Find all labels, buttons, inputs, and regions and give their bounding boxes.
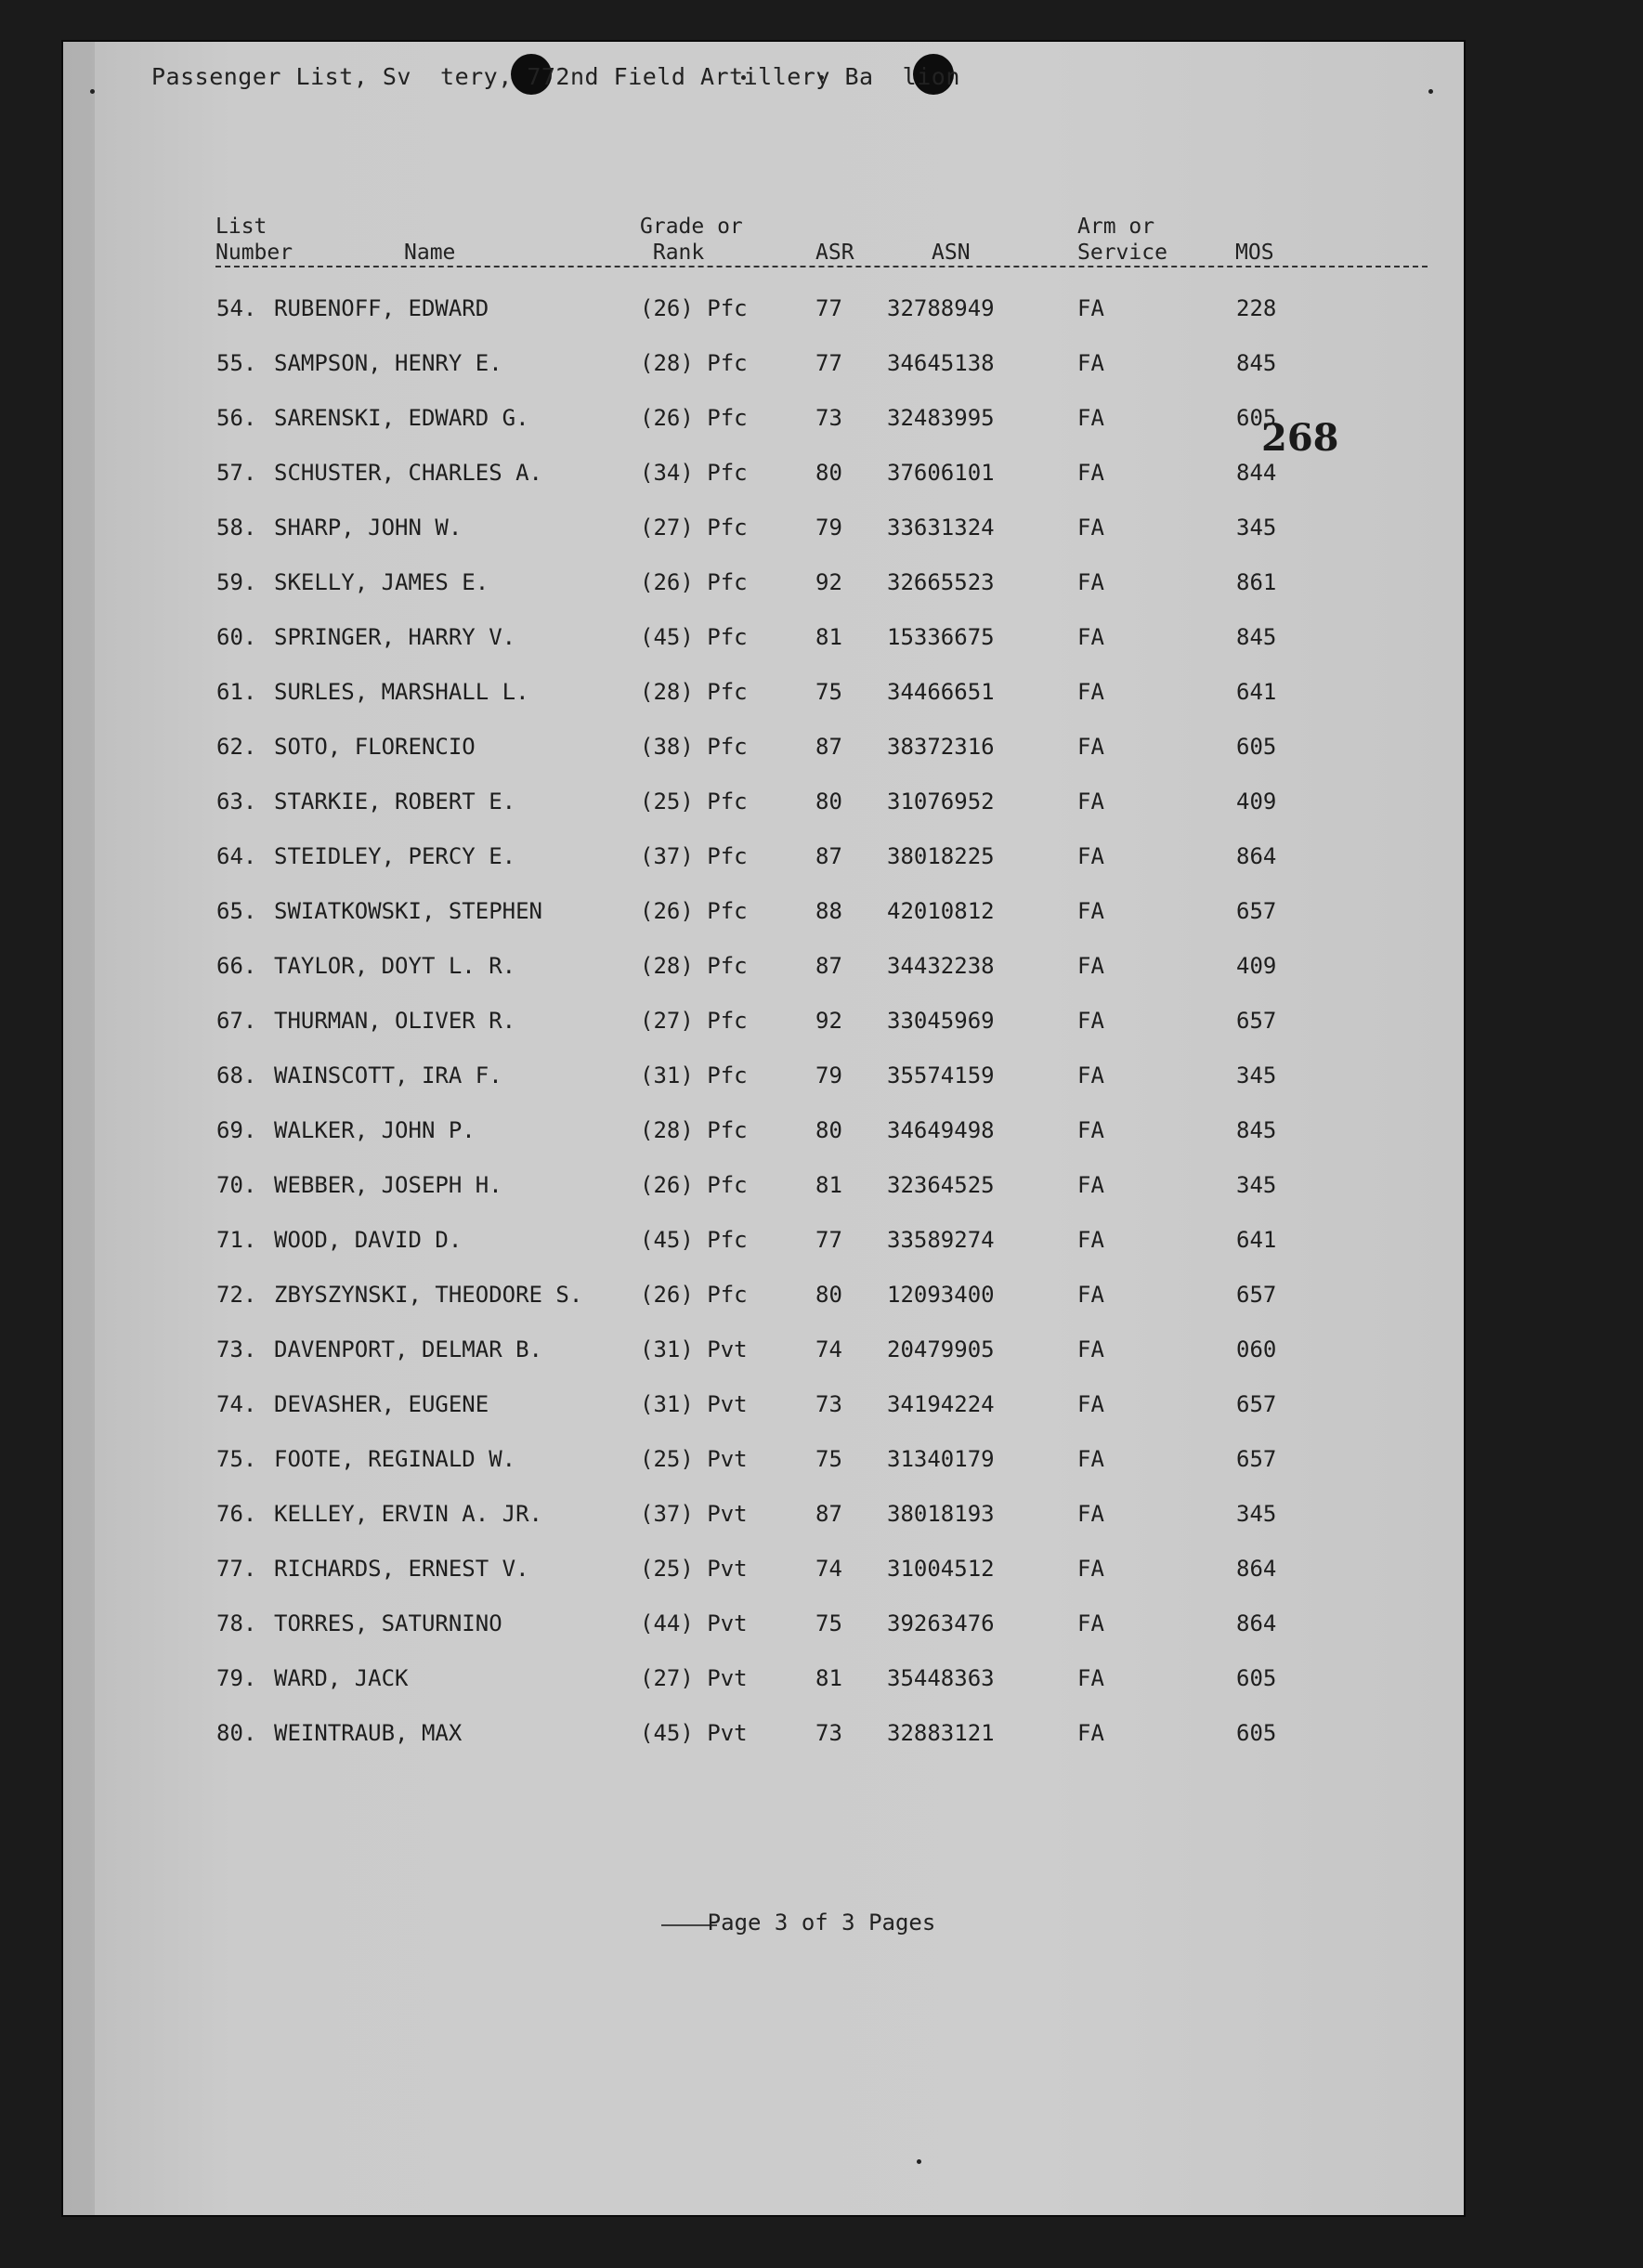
cell-grade: (26) Pfc (640, 569, 748, 595)
table-row (0, 898, 1643, 935)
cell-grade: (28) Pfc (640, 1117, 748, 1143)
cell-num: 73. (216, 1336, 257, 1362)
cell-num: 72. (216, 1282, 257, 1308)
cell-grade: (31) Pvt (640, 1336, 748, 1362)
cell-grade: (28) Pfc (640, 350, 748, 376)
header-asr: ASR (815, 241, 854, 265)
cell-num: 63. (216, 789, 257, 815)
cell-arm: FA (1077, 569, 1104, 595)
cell-asn: 37606101 (887, 460, 995, 486)
cell-name: SWIATKOWSKI, STEPHEN (274, 898, 542, 924)
cell-mos: 345 (1236, 1172, 1277, 1198)
cell-asn: 32665523 (887, 569, 995, 595)
cell-arm: FA (1077, 1227, 1104, 1253)
cell-mos: 409 (1236, 953, 1277, 979)
cell-asn: 32883121 (887, 1720, 995, 1746)
cell-name: TAYLOR, DOYT L. R. (274, 953, 516, 979)
table-row (0, 1282, 1643, 1319)
cell-asr: 77 (815, 350, 842, 376)
cell-asn: 34432238 (887, 953, 995, 979)
cell-arm: FA (1077, 1665, 1104, 1691)
table-row (0, 1008, 1643, 1045)
cell-asr: 80 (815, 789, 842, 815)
cell-asr: 75 (815, 1610, 842, 1636)
page-stamp-number: 268 (1261, 416, 1339, 460)
cell-asn: 42010812 (887, 898, 995, 924)
cell-asn: 34649498 (887, 1117, 995, 1143)
cell-asr: 74 (815, 1556, 842, 1582)
cell-grade: (31) Pvt (640, 1391, 748, 1417)
page-title: Passenger List, Sv tery, 772nd Field Artillery Ba lion (151, 63, 960, 90)
table-row (0, 1391, 1643, 1428)
table-row (0, 569, 1643, 606)
cell-asn: 15336675 (887, 624, 995, 650)
cell-num: 79. (216, 1665, 257, 1691)
cell-mos: 657 (1236, 1008, 1277, 1034)
cell-asn: 35574159 (887, 1062, 995, 1088)
cell-arm: FA (1077, 789, 1104, 815)
cell-name: SOTO, FLORENCIO (274, 734, 476, 760)
table-row (0, 460, 1643, 497)
cell-asn: 34194224 (887, 1391, 995, 1417)
cell-asr: 75 (815, 1446, 842, 1472)
table-row (0, 1610, 1643, 1648)
cell-mos: 641 (1236, 1227, 1277, 1253)
cell-num: 66. (216, 953, 257, 979)
cell-grade: (27) Pfc (640, 515, 748, 541)
cell-name: SHARP, JOHN W. (274, 515, 463, 541)
cell-mos: 605 (1236, 1665, 1277, 1691)
header-arm-service: Arm or Service (1077, 215, 1167, 265)
cell-mos: 345 (1236, 1062, 1277, 1088)
cell-num: 68. (216, 1062, 257, 1088)
cell-asn: 12093400 (887, 1282, 995, 1308)
cell-name: DAVENPORT, DELMAR B. (274, 1336, 542, 1362)
table-row (0, 843, 1643, 880)
cell-num: 64. (216, 843, 257, 869)
cell-arm: FA (1077, 295, 1104, 321)
cell-grade: (25) Pvt (640, 1446, 748, 1472)
cell-grade: (25) Pvt (640, 1556, 748, 1582)
cell-arm: FA (1077, 1172, 1104, 1198)
table-row (0, 295, 1643, 332)
cell-grade: (26) Pfc (640, 1282, 748, 1308)
cell-arm: FA (1077, 405, 1104, 431)
cell-mos: 657 (1236, 1391, 1277, 1417)
table-row (0, 1172, 1643, 1209)
cell-num: 80. (216, 1720, 257, 1746)
header-asn: ASN (932, 241, 971, 265)
cell-arm: FA (1077, 843, 1104, 869)
table-row (0, 405, 1643, 442)
cell-arm: FA (1077, 1336, 1104, 1362)
table-row (0, 1227, 1643, 1264)
cell-num: 54. (216, 295, 257, 321)
header-name: Name (404, 241, 456, 265)
cell-grade: (38) Pfc (640, 734, 748, 760)
cell-mos: 228 (1236, 295, 1277, 321)
paper-speck (917, 2159, 921, 2164)
cell-mos: 845 (1236, 1117, 1277, 1143)
cell-grade: (31) Pfc (640, 1062, 748, 1088)
table-row (0, 679, 1643, 716)
cell-asn: 31340179 (887, 1446, 995, 1472)
cell-asn: 33045969 (887, 1008, 995, 1034)
cell-mos: 657 (1236, 1446, 1277, 1472)
cell-num: 62. (216, 734, 257, 760)
header-mos: MOS (1235, 241, 1274, 265)
cell-name: RUBENOFF, EDWARD (274, 295, 489, 321)
cell-asr: 74 (815, 1336, 842, 1362)
table-row (0, 1501, 1643, 1538)
header-grade-rank: Grade or Rank (640, 215, 743, 265)
table-row (0, 1062, 1643, 1100)
cell-asr: 80 (815, 460, 842, 486)
cell-asr: 77 (815, 295, 842, 321)
cell-name: WARD, JACK (274, 1665, 409, 1691)
cell-num: 70. (216, 1172, 257, 1198)
cell-name: RICHARDS, ERNEST V. (274, 1556, 529, 1582)
cell-grade: (26) Pfc (640, 1172, 748, 1198)
table-row (0, 1446, 1643, 1483)
table-row (0, 1556, 1643, 1593)
cell-name: WEBBER, JOSEPH H. (274, 1172, 502, 1198)
cell-arm: FA (1077, 460, 1104, 486)
cell-asn: 33589274 (887, 1227, 995, 1253)
cell-name: KELLEY, ERVIN A. JR. (274, 1501, 542, 1527)
cell-grade: (28) Pfc (640, 679, 748, 705)
cell-mos: 605 (1236, 1720, 1277, 1746)
cell-arm: FA (1077, 1446, 1104, 1472)
cell-asn: 32788949 (887, 295, 995, 321)
paper-speck (90, 89, 95, 94)
cell-asr: 77 (815, 1227, 842, 1253)
cell-asr: 75 (815, 679, 842, 705)
cell-arm: FA (1077, 1720, 1104, 1746)
cell-arm: FA (1077, 1062, 1104, 1088)
cell-asr: 81 (815, 1665, 842, 1691)
cell-asn: 34466651 (887, 679, 995, 705)
cell-arm: FA (1077, 679, 1104, 705)
cell-grade: (26) Pfc (640, 295, 748, 321)
cell-asn: 38372316 (887, 734, 995, 760)
cell-asn: 34645138 (887, 350, 995, 376)
cell-num: 61. (216, 679, 257, 705)
cell-asr: 87 (815, 843, 842, 869)
cell-grade: (45) Pvt (640, 1720, 748, 1746)
cell-arm: FA (1077, 1501, 1104, 1527)
cell-asn: 35448363 (887, 1665, 995, 1691)
cell-arm: FA (1077, 898, 1104, 924)
cell-asn: 20479905 (887, 1336, 995, 1362)
cell-asr: 87 (815, 734, 842, 760)
header-rule (215, 266, 1428, 267)
table-row (0, 1665, 1643, 1702)
cell-asr: 81 (815, 1172, 842, 1198)
cell-arm: FA (1077, 350, 1104, 376)
cell-mos: 345 (1236, 515, 1277, 541)
cell-num: 69. (216, 1117, 257, 1143)
cell-grade: (27) Pfc (640, 1008, 748, 1034)
cell-mos: 345 (1236, 1501, 1277, 1527)
cell-mos: 060 (1236, 1336, 1277, 1362)
cell-grade: (27) Pvt (640, 1665, 748, 1691)
cell-name: SCHUSTER, CHARLES A. (274, 460, 542, 486)
cell-name: FOOTE, REGINALD W. (274, 1446, 516, 1472)
table-row (0, 953, 1643, 990)
cell-num: 65. (216, 898, 257, 924)
cell-mos: 641 (1236, 679, 1277, 705)
cell-mos: 657 (1236, 898, 1277, 924)
cell-asr: 87 (815, 1501, 842, 1527)
cell-name: STEIDLEY, PERCY E. (274, 843, 516, 869)
cell-asr: 88 (815, 898, 842, 924)
table-row (0, 1720, 1643, 1757)
cell-asr: 73 (815, 1391, 842, 1417)
cell-asn: 38018225 (887, 843, 995, 869)
cell-num: 78. (216, 1610, 257, 1636)
header-list-number: List Number (215, 215, 293, 265)
cell-grade: (26) Pfc (640, 405, 748, 431)
cell-arm: FA (1077, 515, 1104, 541)
cell-num: 60. (216, 624, 257, 650)
cell-mos: 409 (1236, 789, 1277, 815)
table-row (0, 624, 1643, 661)
table-row (0, 734, 1643, 771)
cell-name: WALKER, JOHN P. (274, 1117, 476, 1143)
cell-mos: 864 (1236, 1556, 1277, 1582)
cell-asn: 38018193 (887, 1501, 995, 1527)
cell-name: ZBYSZYNSKI, THEODORE S. (274, 1282, 583, 1308)
cell-name: WOOD, DAVID D. (274, 1227, 463, 1253)
cell-name: SPRINGER, HARRY V. (274, 624, 516, 650)
cell-arm: FA (1077, 734, 1104, 760)
cell-name: THURMAN, OLIVER R. (274, 1008, 516, 1034)
cell-arm: FA (1077, 1391, 1104, 1417)
cell-asr: 73 (815, 1720, 842, 1746)
cell-grade: (45) Pfc (640, 1227, 748, 1253)
cell-grade: (37) Pfc (640, 843, 748, 869)
paper-speck (1428, 89, 1433, 94)
cell-grade: (37) Pvt (640, 1501, 748, 1527)
cell-arm: FA (1077, 624, 1104, 650)
cell-asr: 79 (815, 515, 842, 541)
cell-arm: FA (1077, 1117, 1104, 1143)
cell-asn: 33631324 (887, 515, 995, 541)
cell-mos: 864 (1236, 1610, 1277, 1636)
cell-name: SARENSKI, EDWARD G. (274, 405, 529, 431)
cell-asr: 92 (815, 1008, 842, 1034)
cell-asn: 32483995 (887, 405, 995, 431)
cell-name: SAMPSON, HENRY E. (274, 350, 502, 376)
cell-num: 67. (216, 1008, 257, 1034)
cell-grade: (25) Pfc (640, 789, 748, 815)
cell-num: 74. (216, 1391, 257, 1417)
cell-asn: 32364525 (887, 1172, 995, 1198)
cell-num: 59. (216, 569, 257, 595)
cell-mos: 605 (1236, 405, 1277, 431)
cell-asr: 80 (815, 1282, 842, 1308)
cell-grade: (45) Pfc (640, 624, 748, 650)
cell-arm: FA (1077, 1556, 1104, 1582)
table-row (0, 350, 1643, 387)
cell-arm: FA (1077, 1610, 1104, 1636)
cell-num: 56. (216, 405, 257, 431)
cell-num: 77. (216, 1556, 257, 1582)
cell-grade: (28) Pfc (640, 953, 748, 979)
cell-mos: 864 (1236, 843, 1277, 869)
table-row (0, 1336, 1643, 1374)
cell-asn: 31004512 (887, 1556, 995, 1582)
cell-mos: 657 (1236, 1282, 1277, 1308)
cell-name: STARKIE, ROBERT E. (274, 789, 516, 815)
cell-name: WEINTRAUB, MAX (274, 1720, 463, 1746)
cell-num: 76. (216, 1501, 257, 1527)
cell-mos: 844 (1236, 460, 1277, 486)
cell-asr: 92 (815, 569, 842, 595)
cell-mos: 845 (1236, 350, 1277, 376)
cell-arm: FA (1077, 1282, 1104, 1308)
cell-mos: 845 (1236, 624, 1277, 650)
cell-asr: 73 (815, 405, 842, 431)
cell-name: WAINSCOTT, IRA F. (274, 1062, 502, 1088)
page-footer: Page 3 of 3 Pages (707, 1910, 936, 1936)
cell-num: 71. (216, 1227, 257, 1253)
cell-num: 58. (216, 515, 257, 541)
cell-grade: (34) Pfc (640, 460, 748, 486)
cell-grade: (26) Pfc (640, 898, 748, 924)
table-row (0, 515, 1643, 552)
cell-arm: FA (1077, 1008, 1104, 1034)
cell-name: SKELLY, JAMES E. (274, 569, 489, 595)
cell-asr: 87 (815, 953, 842, 979)
cell-name: DEVASHER, EUGENE (274, 1391, 489, 1417)
cell-mos: 861 (1236, 569, 1277, 595)
cell-arm: FA (1077, 953, 1104, 979)
table-row (0, 1117, 1643, 1154)
cell-mos: 605 (1236, 734, 1277, 760)
cell-asr: 80 (815, 1117, 842, 1143)
cell-name: TORRES, SATURNINO (274, 1610, 502, 1636)
cell-asr: 79 (815, 1062, 842, 1088)
table-row (0, 789, 1643, 826)
cell-asn: 31076952 (887, 789, 995, 815)
cell-asn: 39263476 (887, 1610, 995, 1636)
cell-num: 55. (216, 350, 257, 376)
cell-grade: (44) Pvt (640, 1610, 748, 1636)
cell-num: 75. (216, 1446, 257, 1472)
cell-name: SURLES, MARSHALL L. (274, 679, 529, 705)
cell-num: 57. (216, 460, 257, 486)
cell-asr: 81 (815, 624, 842, 650)
